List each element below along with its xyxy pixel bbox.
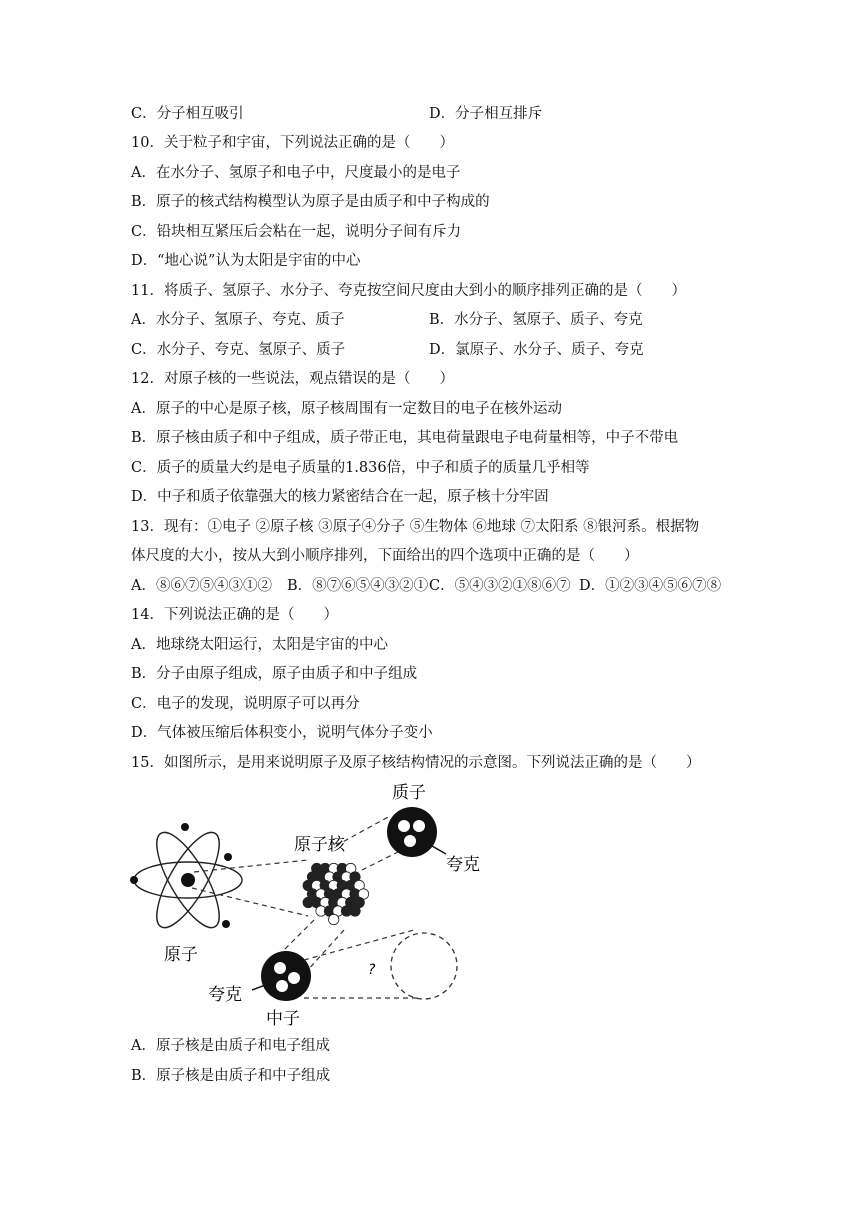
- q13-option-b: B．⑧⑦⑥⑤④③②①: [287, 578, 429, 594]
- q14-option-a: A．地球绕太阳运行，太阳是宇宙的中心: [131, 637, 388, 653]
- q12-option-a: A．原子的中心是原子核，原子核周围有一定数目的电子在核外运动: [131, 401, 562, 417]
- q9-option-d: D．分子相互排斥: [429, 106, 543, 122]
- proton-icon: [387, 807, 437, 857]
- q11-option-b: B．水分子、氢原子、质子、夸克: [429, 312, 643, 328]
- atom-icon: [130, 823, 242, 936]
- q10-option-d: D．“地心说”认为太阳是宇宙的中心: [131, 253, 361, 269]
- label-neutron: 中子: [266, 1009, 300, 1029]
- q15-option-a: A．原子核是由质子和电子组成: [131, 1038, 330, 1054]
- label-proton: 质子: [392, 783, 426, 803]
- unknown-particle-circle: [391, 933, 457, 999]
- nucleus-icon: [303, 863, 369, 924]
- q11-option-a: A．水分子、氢原子、夸克、质子: [131, 312, 345, 328]
- q12-option-b: B．原子核由质子和中子组成，质子带正电，其电荷量跟电子电荷量相等，中子不带电: [131, 430, 679, 446]
- q10-option-b: B．原子的核式结构模型认为原子是由质子和中子构成的: [131, 194, 490, 210]
- q14-option-c: C．电子的发现，说明原子可以再分: [131, 696, 360, 712]
- q13-option-c: C．⑤④③②①⑧⑥⑦: [429, 578, 571, 594]
- q11-stem: 11．将质子、氢原子、水分子、夸克按空间尺度由大到小的顺序排列正确的是（ ）: [131, 283, 686, 299]
- q15-option-b: B．原子核是由质子和中子组成: [131, 1068, 331, 1084]
- label-atom: 原子: [164, 945, 198, 965]
- q14-option-b: B．分子由原子组成，原子由质子和中子组成: [131, 666, 418, 682]
- q11-option-d: D．氯原子、水分子、质子、夸克: [429, 342, 644, 358]
- q11-option-c: C．水分子、夸克、氢原子、质子: [131, 342, 346, 358]
- q14-stem: 14．下列说法正确的是（ ）: [131, 607, 338, 623]
- q13-option-a: A．⑧⑥⑦⑤④③①②: [131, 578, 272, 594]
- q15-stem: 15．如图所示，是用来说明原子及原子核结构情况的示意图。下列说法正确的是（ ）: [131, 755, 701, 771]
- label-quark-top: 夸克: [446, 855, 480, 875]
- q13-stem-line1: 13．现有：①电子 ②原子核 ③原子④分子 ⑤生物体 ⑥地球 ⑦太阳系 ⑧银河系。根据物: [131, 519, 700, 535]
- atom-structure-figure: [128, 780, 498, 1030]
- q10-stem: 10．关于粒子和宇宙，下列说法正确的是（ ）: [131, 135, 454, 151]
- q13-option-d: D．①②③④⑤⑥⑦⑧: [579, 578, 722, 594]
- label-question-mark: ?: [368, 962, 376, 978]
- q12-stem: 12．对原子核的一些说法，观点错误的是（ ）: [131, 371, 454, 387]
- q12-option-c: C．质子的质量大约是电子质量的1.836倍，中子和质子的质量几乎相等: [131, 460, 590, 476]
- label-quark-bottom: 夸克: [208, 985, 242, 1005]
- q14-option-d: D．气体被压缩后体积变小，说明气体分子变小: [131, 725, 433, 741]
- label-nucleus: 原子核: [294, 835, 345, 855]
- q10-option-a: A．在水分子、氢原子和电子中，尺度最小的是电子: [131, 165, 461, 181]
- q12-option-d: D．中子和质子依靠强大的核力紧密结合在一起，原子核十分牢固: [131, 489, 549, 505]
- q10-option-c: C．铅块相互紧压后会粘在一起，说明分子间有斥力: [131, 224, 462, 240]
- q9-option-c: C．分子相互吸引: [131, 106, 244, 122]
- neutron-icon: [261, 951, 311, 1001]
- q13-stem-line2: 体尺度的大小，按从大到小顺序排列，下面给出的四个选项中正确的是（ ）: [131, 548, 639, 564]
